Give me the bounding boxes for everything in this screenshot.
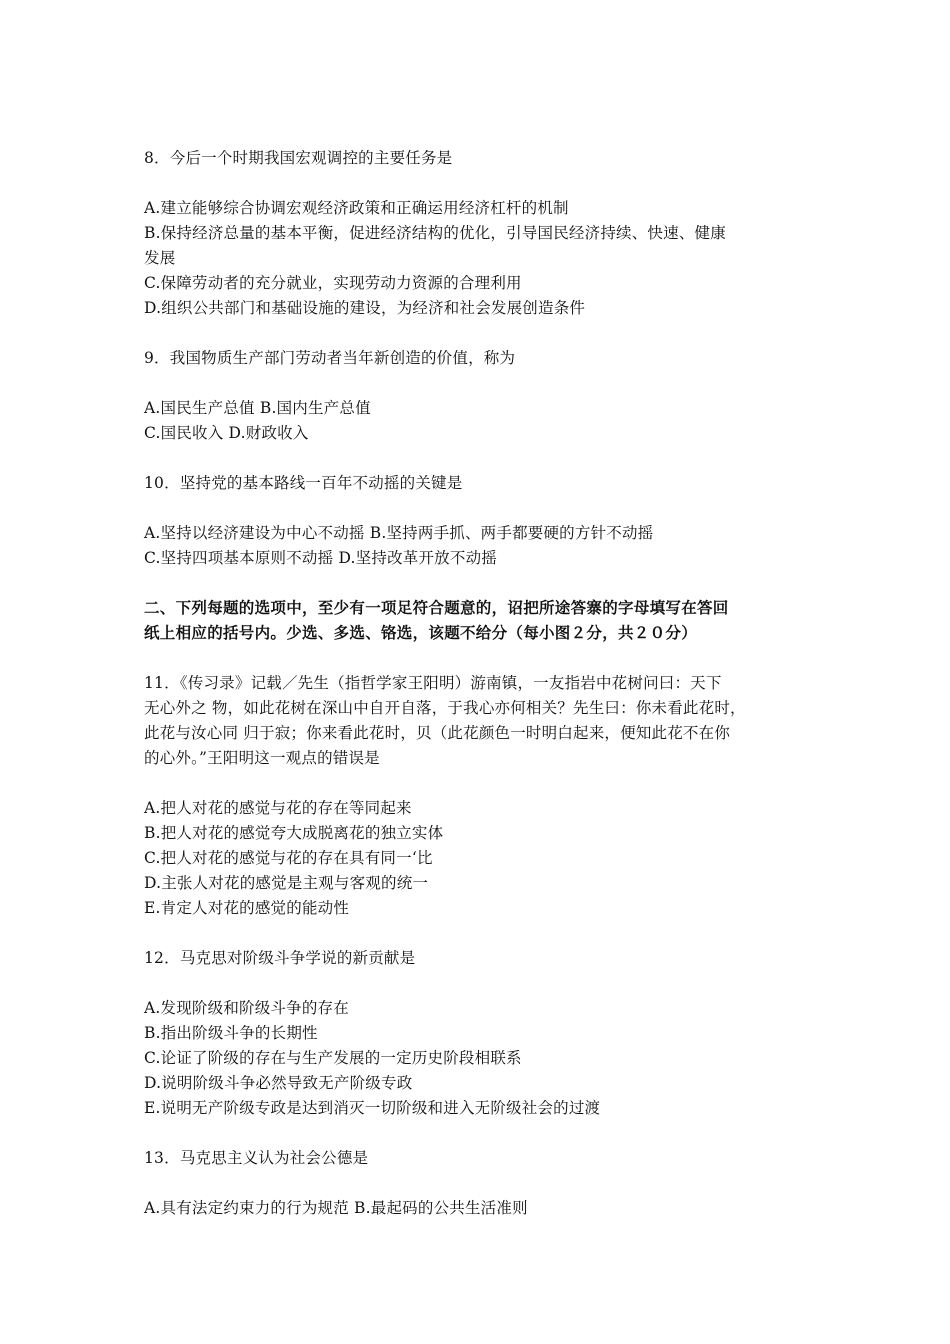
question-9-options-ab: A.国民生产总值 B.国内生产总值	[144, 399, 371, 417]
question-10-options-ab: A.坚持以经济建设为中心不动摇 B.坚持两手抓、两手都要硬的方针不动摇	[144, 524, 654, 542]
question-9-options-cd: C.国民收入 D.财政收入	[144, 424, 309, 442]
question-11-stem-line-2: 无心外之 物，如此花树在深山中自开自落，于我心亦何相关？先生曰：你未看此花时，	[144, 699, 746, 717]
question-10-stem: 10．坚持党的基本路线一百年不动摇的关键是	[144, 474, 463, 492]
question-8-option-a: A.建立能够综合协调宏观经济政策和正确运用经济杠杆的机制	[144, 199, 569, 217]
question-12-option-b: B.指出阶级斗争的长期性	[144, 1024, 318, 1042]
question-11-stem-line-1: 11．《传习录》记载／先生（指哲学家王阳明）游南镇，一友指岩中花树问曰：天下	[144, 674, 722, 692]
section-2-heading-line-1: 二、下列每题的选项中，至少有一项足符合题意的，诏把所途答寨的字母填写在答回	[144, 599, 729, 617]
question-10-options-cd: C.坚持四项基本原则不动摇 D.坚持改革开放不动摇	[144, 549, 497, 567]
question-12-stem: 12．马克思对阶级斗争学说的新贡献是	[144, 949, 416, 967]
question-11-option-b: B.把人对花的感觉夸大成脱离花的独立实体	[144, 824, 444, 842]
question-12-option-e: E.说明无产阶级专政是达到消灭一切阶级和进入无阶级社会的过渡	[144, 1099, 601, 1117]
section-2-heading-line-2: 纸上相应的括号内。少选、多选、铬选，该题不给分（每小图２分，共２０分）	[144, 624, 698, 642]
question-8-stem: 8．今后一个时期我国宏观调控的主要任务是	[144, 149, 453, 167]
question-11-option-e: E.肯定人对花的感觉的能动性	[144, 899, 350, 917]
question-13-stem: 13．马克思主义认为社会公德是	[144, 1149, 369, 1167]
question-11-stem-line-3: 此花与汝心同 归于寂；你来看此花时，贝（此花颜色一时明白起来，便知此花不在你	[144, 724, 731, 742]
question-8-option-b-cont: 发展	[144, 249, 176, 267]
question-8-option-c: C.保障劳动者的充分就业，实现劳动力资源的合理利用	[144, 274, 522, 292]
question-9-stem: 9．我国物质生产部门劳动者当年新创造的价值，称为	[144, 349, 516, 367]
question-8-option-d: D.组织公共部门和基础设施的建设，为经济和社会发展创造条件	[144, 299, 586, 317]
question-11-option-d: D.主张人对花的感觉是主观与客观的统一	[144, 874, 429, 892]
question-11-option-c: C.把人对花的感觉与花的存在具有同一‘比	[144, 849, 433, 867]
question-12-option-d: D.说明阶级斗争必然导致无产阶级专政	[144, 1074, 413, 1092]
exam-page	[144, 146, 824, 1221]
question-12-option-c: C.论证了阶级的存在与生产发展的一定历史阶段相联系	[144, 1049, 522, 1067]
question-11-option-a: A.把人对花的感觉与花的存在等同起来	[144, 799, 412, 817]
question-13-options-ab: A.具有法定约束力的行为规范 B.最起码的公共生活准则	[144, 1199, 528, 1217]
question-11-stem-line-4: 的心外。”王阳明这一观点的错误是	[144, 749, 380, 767]
question-12-option-a: A.发现阶级和阶级斗争的存在	[144, 999, 349, 1017]
question-8-option-b: B.保持经济总量的基本平衡，促进经济结构的优化，引导国民经济持续、快速、健康	[144, 224, 726, 242]
